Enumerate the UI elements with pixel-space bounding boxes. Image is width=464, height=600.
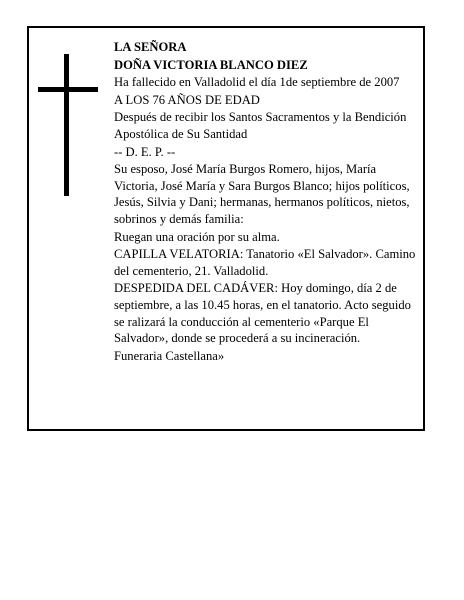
prayer-request: Ruegan una oración por su alma. — [114, 229, 280, 244]
funeral-home: Funeraria Castellana» — [114, 348, 225, 363]
obituary-text — [114, 39, 420, 365]
sacraments-statement: Después de recibir los Santos Sacramentos y la Bendición Apostólica de Su Santidad — [114, 110, 407, 141]
cross-horizontal-bar — [38, 87, 98, 92]
family-statement: Su esposo, José María Burgos Romero, hijos, María Victoria, José María y Sara Burgos Blanco; hijos políticos, Jesús, Silvia y Dani; hermanas, hermanos políticos, nietos, sobrinos y demás familia: — [114, 162, 410, 226]
death-statement: Ha fallecido en Valladolid el día 1de septiembre de 2007 — [114, 75, 400, 90]
cross-vertical-bar — [64, 54, 69, 196]
rip-line: -- D. E. P. -- — [114, 144, 176, 159]
farewell-info: DESPEDIDA DEL CADÁVER: Hoy domingo, día 2 de septiembre, a las 10.45 horas, en el tanatorio. Acto seguido se ralizará la conducción al cementerio «Parque El Salvador», donde se procederá a su incineración. — [114, 281, 411, 346]
notice-title-line1: LA SEÑORA — [114, 40, 187, 54]
chapel-info: CAPILLA VELATORIA: Tanatorio «El Salvador». Camino del cementerio, 21. Valladolid. — [114, 247, 416, 278]
age-statement: A LOS 76 AÑOS DE EDAD — [114, 92, 260, 107]
cross-icon — [38, 54, 98, 196]
deceased-name: DOÑA VICTORIA BLANCO DIEZ — [114, 57, 308, 72]
